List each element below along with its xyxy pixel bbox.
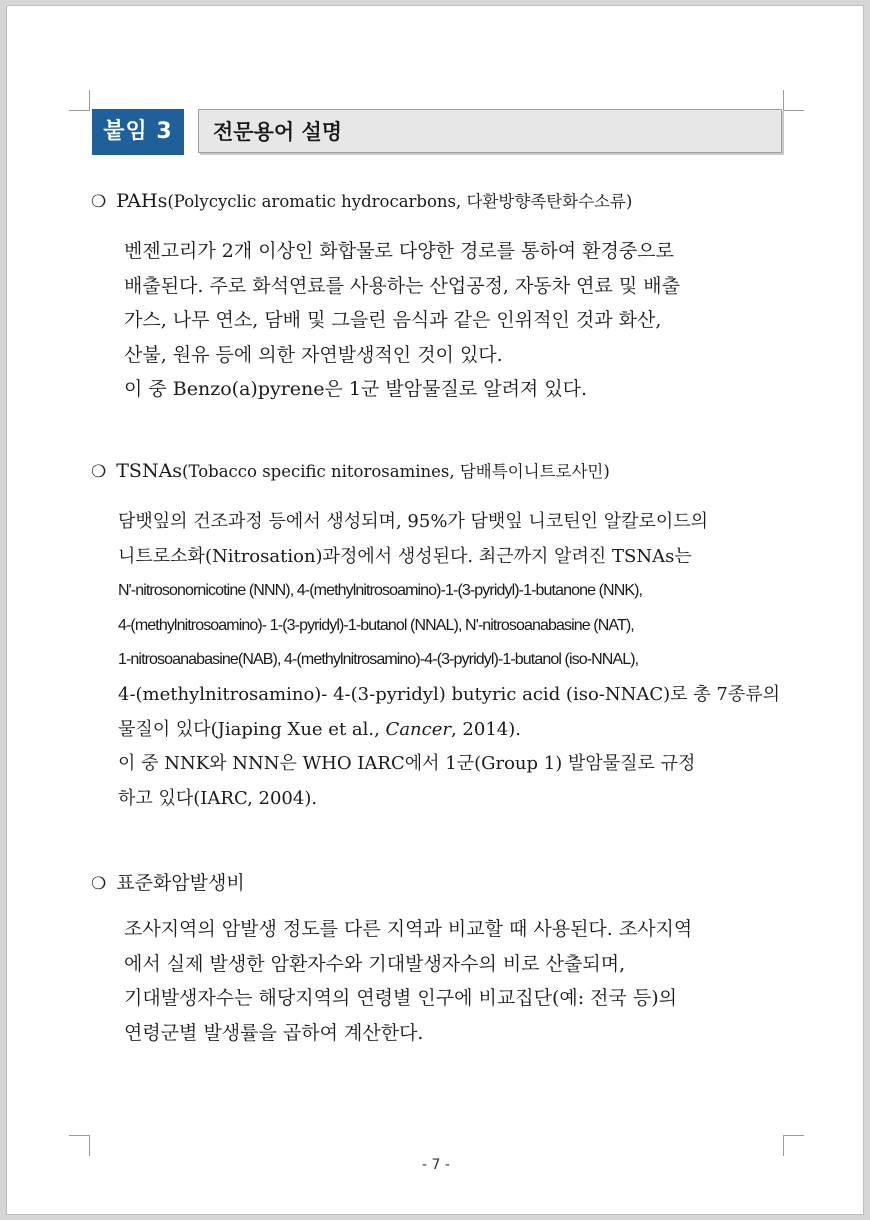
- section-term-description: (Tobacco specific nitorosamines, 담배특이니트로사민): [182, 462, 610, 481]
- crop-mark-top-right: [783, 90, 804, 111]
- section-body-tsnas: [118, 505, 780, 816]
- section-term: 표준화암발생비: [116, 872, 245, 894]
- appendix-badge: 붙임 3: [92, 109, 184, 155]
- body-line: 연령군별 발생률을 곱하여 계산한다.: [124, 1021, 424, 1044]
- body-line: 배출된다. 주로 화석연료를 사용하는 산업공정, 자동차 연료 및 배출: [124, 274, 680, 297]
- body-line: 기대발생자수는 해당지역의 연령별 인구에 비교집단(예: 전국 등)의: [124, 987, 678, 1010]
- body-line: 하고 있다(IARC, 2004).: [118, 787, 318, 809]
- body-line: 가스, 나무 연소, 담배 및 그을린 음식과 같은 인위적인 것과 화산,: [124, 309, 662, 332]
- body-line: 에서 실제 발생한 암환자수와 기대발생자수의 비로 산출되며,: [124, 952, 626, 975]
- section-heading-pahs: [91, 188, 632, 212]
- section-term: TSNAs: [116, 460, 183, 482]
- body-line: 4-(methylnitrosamino)- 4-(3-pyridyl) butyric acid (iso-NNAC)로 총 7종류의: [118, 683, 780, 705]
- circle-bullet-icon: ❍: [91, 462, 107, 482]
- body-line: 조사지역의 암발생 정도를 다른 지역과 비교할 때 사용된다. 조사지역: [124, 918, 693, 940]
- appendix-title: 전문용어 설명: [198, 109, 782, 153]
- section-heading-tsnas: [91, 458, 610, 482]
- body-line: 벤젠고리가 2개 이상인 화합물로 다양한 경로를 통하여 환경중으로: [124, 240, 674, 262]
- section-term: PAHs: [116, 190, 168, 212]
- crop-mark-bottom-right: [783, 1135, 804, 1156]
- crop-mark-bottom-left: [69, 1135, 90, 1156]
- section-term-description: (Polycyclic aromatic hydrocarbons, 다환방향족탄화수소류): [167, 192, 633, 211]
- section-heading-sir: [91, 868, 245, 895]
- body-line: 니트로소화(Nitrosation)과정에서 생성된다. 최근까지 알려진 TSNAs는: [118, 545, 692, 567]
- citation-text: 물질이 있다(Jiaping Xue et al.,: [118, 718, 386, 740]
- chemical-list-line: 1-nitrosoanabasine(NAB), 4-(methylnitrosamino)-4-(3-pyridyl)-1-butanol (iso-NNAL),: [118, 651, 639, 669]
- section-body-pahs: [124, 234, 680, 407]
- section-body-sir: [124, 912, 692, 1050]
- page-number: - 7 -: [422, 1157, 450, 1173]
- body-line: 이 중 Benzo(a)pyrene은 1군 발암물질로 알려져 있다.: [124, 378, 588, 401]
- circle-bullet-icon: ❍: [91, 192, 107, 212]
- citation-year: , 2014).: [450, 718, 521, 740]
- body-line: 산불, 원유 등에 의한 자연발생적인 것이 있다.: [124, 343, 503, 366]
- chemical-list-line: 4-(methylnitrosoamino)- 1-(3-pyridyl)-1-butanol (NNAL), N'-nitrosoanabasine (NAT),: [118, 616, 634, 634]
- body-line: 담뱃잎의 건조과정 등에서 생성되며, 95%가 담뱃잎 니코틴인 알칼로이드의: [118, 511, 709, 532]
- crop-mark-top-left: [69, 90, 90, 111]
- journal-name: Cancer: [385, 718, 451, 740]
- citation-line: [118, 713, 780, 748]
- circle-bullet-icon: ❍: [91, 874, 107, 894]
- body-line: 이 중 NNK와 NNN은 WHO IARC에서 1군(Group 1) 발암물질로 규정: [118, 753, 696, 775]
- document-page: [6, 5, 864, 1215]
- chemical-list-line: N'-nitrosonornicotine (NNN), 4-(methylnitrosoamino)-1-(3-pyridyl)-1-butanone (NNK),: [118, 582, 643, 600]
